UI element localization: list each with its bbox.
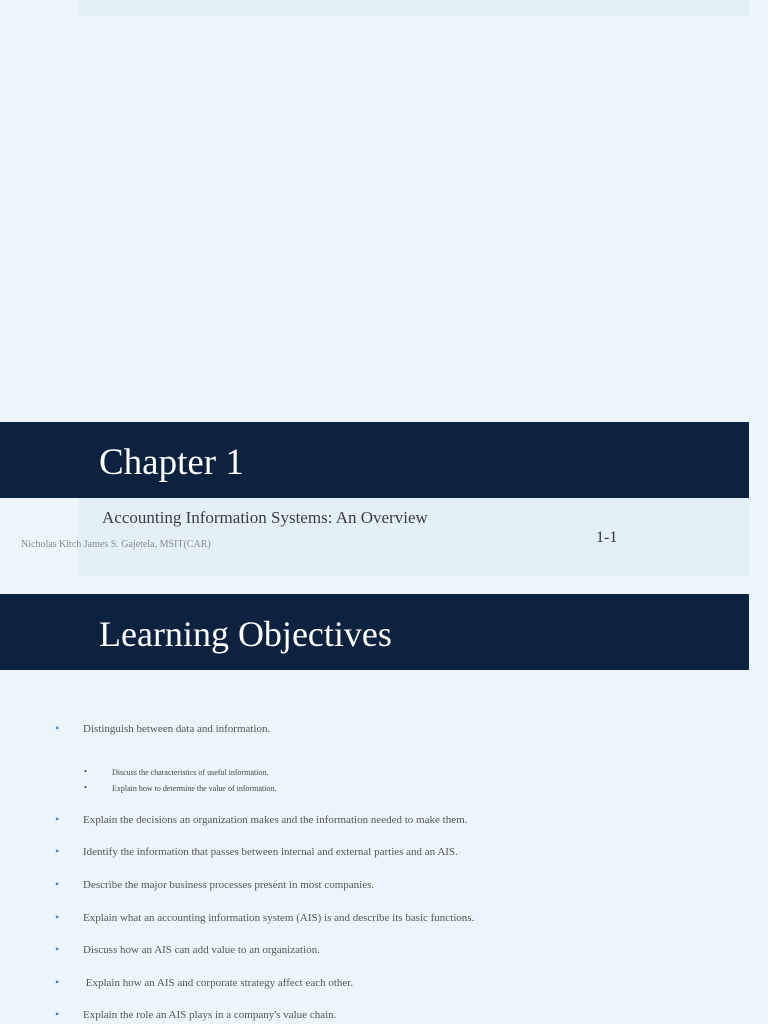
bullet-icon: • (55, 1007, 60, 1021)
slide-2-title: Learning Objectives (99, 614, 392, 654)
bullet-icon: • (55, 942, 60, 956)
objective-item (55, 877, 375, 891)
objective-item (55, 975, 354, 989)
bullet-icon: • (84, 783, 87, 792)
objective-item (55, 1007, 337, 1021)
objective-item (55, 721, 271, 735)
slide-2-title-band (0, 594, 749, 670)
bullet-icon: • (55, 910, 60, 924)
objective-text: Explain the decisions an organization makes and the information needed to make them. (83, 814, 468, 826)
slide-1-title-band (0, 422, 749, 498)
bullet-icon: • (55, 877, 60, 891)
slide-1-title: Chapter 1 (99, 442, 244, 483)
bullet-icon: • (55, 812, 60, 826)
previous-slide-strip (78, 0, 749, 16)
objective-item (55, 910, 475, 924)
objective-text: Explain how an AIS and corporate strategy affect each other. (83, 977, 354, 989)
sub-objective-text: Explain how to determine the value of information. (112, 784, 277, 793)
sub-objective-item (84, 783, 277, 793)
objective-text: Explain what an accounting information system (AIS) is and describe its basic functions. (83, 912, 475, 924)
objective-text: Discuss how an AIS can add value to an organization. (83, 944, 320, 956)
objective-text: Identify the information that passes between internal and external parties and an AIS. (83, 846, 458, 858)
slide-1-subtitle: Accounting Information Systems: An Overview (102, 508, 428, 527)
bullet-icon: • (55, 975, 60, 989)
slide-1-number: 1-1 (596, 529, 618, 546)
sub-objective-item (84, 767, 269, 777)
objective-item (55, 942, 320, 956)
bullet-icon: • (55, 721, 60, 735)
bullet-icon: • (55, 844, 60, 858)
objective-item (55, 844, 458, 858)
sub-objective-text: Discuss the characteristics of useful information. (112, 768, 269, 777)
objective-text: Explain the role an AIS plays in a company's value chain. (83, 1009, 337, 1021)
objective-text: Describe the major business processes present in most companies. (83, 879, 375, 891)
slide-1-author: Nicholas Kitch James S. Gajetela, MSIT(CAR) (21, 539, 211, 550)
objective-text: Distinguish between data and information. (83, 723, 271, 735)
objective-item (55, 812, 468, 826)
bullet-icon: • (84, 767, 87, 776)
